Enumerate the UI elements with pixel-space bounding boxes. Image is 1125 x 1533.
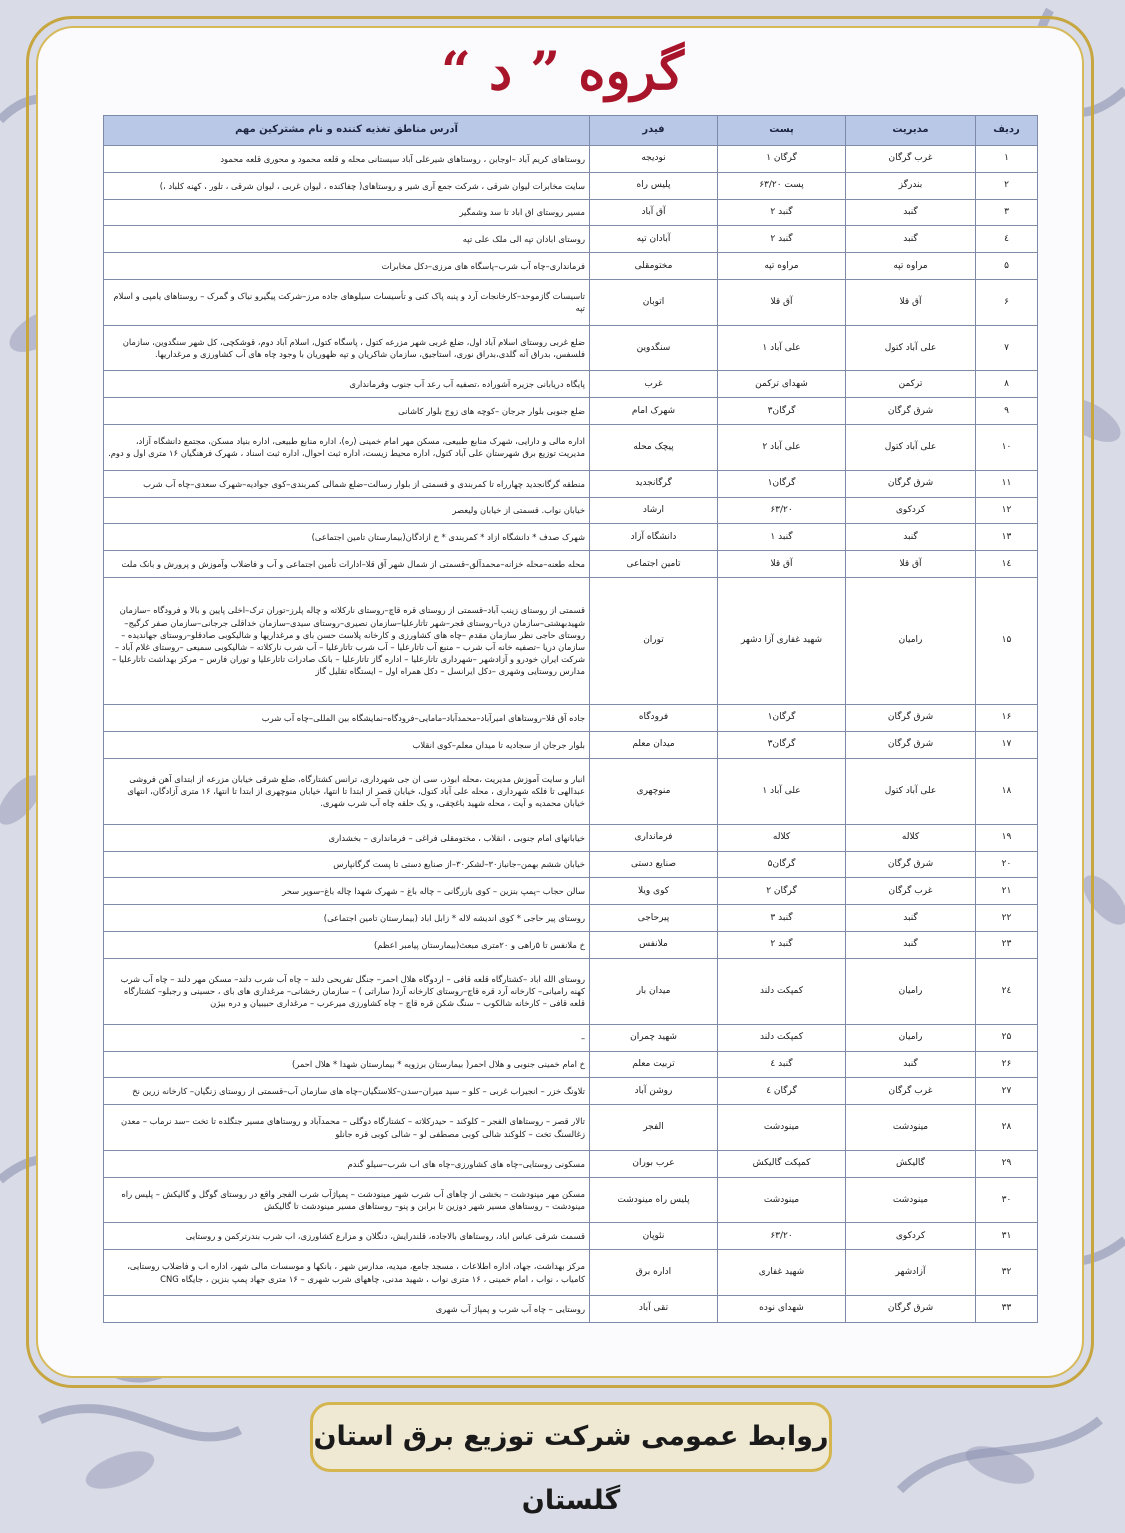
cell-management: مراوه تپه xyxy=(846,253,976,280)
cell-index: ۱۶ xyxy=(976,705,1038,732)
table-row xyxy=(104,705,1038,732)
table-row xyxy=(104,325,1038,371)
cell-index: ۱۰ xyxy=(976,425,1038,471)
cell-management: کلاله xyxy=(846,824,976,851)
cell-post: گنبد ۲ xyxy=(718,931,846,958)
cell-feeder: عرب بوران xyxy=(590,1150,718,1177)
cell-management: آق قلا xyxy=(846,279,976,325)
table-row xyxy=(104,199,1038,226)
cell-management: رامیان xyxy=(846,577,976,704)
table-row xyxy=(104,551,1038,578)
cell-address: خ ملانفس تا ۵راهی و ۲۰متری مبعث(بیمارستان پیامبر اعظم) xyxy=(104,931,590,958)
table-row xyxy=(104,371,1038,398)
cell-index: ۲۸ xyxy=(976,1105,1038,1151)
cell-feeder: میدان معلم xyxy=(590,731,718,758)
cell-feeder: آبادان تپه xyxy=(590,226,718,253)
header-address: آدرس مناطق تغذیه کننده و نام مشترکین مهم xyxy=(104,116,590,146)
cell-index: ۳۲ xyxy=(976,1250,1038,1296)
cell-feeder: تربیت معلم xyxy=(590,1051,718,1078)
table-row xyxy=(104,758,1038,824)
table-row xyxy=(104,731,1038,758)
cell-address: مسیر روستای اق اباد تا سد وشمگیر xyxy=(104,199,590,226)
cell-feeder: صنایع دستی xyxy=(590,851,718,878)
cell-address: تاسیسات گازموحد–کارخانجات آرد و پنبه پاک کنی و تأسیسات سیلوهای جاده مرز–شرکت پیگیرو نیاک و گمرک – روستاهای یامپی و اسلام تپه xyxy=(104,279,590,325)
cell-address: – xyxy=(104,1024,590,1051)
cell-management: رامیان xyxy=(846,958,976,1024)
header-post: پست xyxy=(718,116,846,146)
cell-address: خیابان نواب. قسمتی از خیابان ولیعصر xyxy=(104,497,590,524)
cell-management: گنبد xyxy=(846,1051,976,1078)
cell-index: ۲۶ xyxy=(976,1051,1038,1078)
page-title: گروه ” د “ xyxy=(440,41,685,102)
cell-management: شرق گرگان xyxy=(846,705,976,732)
cell-management: شرق گرگان xyxy=(846,851,976,878)
cell-management: کردکوی xyxy=(846,1223,976,1250)
cell-post: گنبد ۲ xyxy=(718,199,846,226)
cell-feeder: ملانفس xyxy=(590,931,718,958)
cell-post: شهید غفاری xyxy=(718,1250,846,1296)
cell-post: شهدای ترکمن xyxy=(718,371,846,398)
cell-feeder: گرگانجدید xyxy=(590,470,718,497)
cell-post: کمپکت دلند xyxy=(718,1024,846,1051)
cell-feeder: ارشاد xyxy=(590,497,718,524)
cell-feeder: اتوبان xyxy=(590,279,718,325)
table-row xyxy=(104,279,1038,325)
cell-address: خ امام خمینی جنوبی و هلال احمر( بیمارستان برزویه * بیمارستان شهدا * هلال احمر) xyxy=(104,1051,590,1078)
cell-address: انبار و سایت آموزش مدیریت ،محله ابوذر، سی ان جی شهرداری، ترانس کشتارگاه، ضلع شرقی خیابان مزرعه از ابتدای آهن فروشی عبدالهی تا فلکه شهرداری ، محله علی آباد کتول، خیابان قصر از ابتدا تا انتها، خیابان منوچهری از ابتدا تا انتها، ۱۶ متری آزادگان، انتهای خیابان محمدیه و آیت ، محله شهید باغچقی، و یک حلقه چاه آب شرب شهری. xyxy=(104,758,590,824)
cell-management: ترکمن xyxy=(846,371,976,398)
cell-address: جاده آق قلا–روستاهای امیرآباد–محمدآباد–مامایی–فرودگاه–نمایشگاه بین المللی–چاه آب شرب xyxy=(104,705,590,732)
cell-address: تالار قصر – روستاهای الفجر – کلوکند – حیدرکلاته – کشتارگاه دوگلی – محمدآباد و روستاهای مسیر جنگلده تا تخت –سد نرماب – معدن زغالسنگ تخت – کلوکند شالی کوبی مصطفی لو – شالی کوبی قره جانلو xyxy=(104,1105,590,1151)
table-row xyxy=(104,1150,1038,1177)
table-row xyxy=(104,146,1038,173)
cell-feeder: نئوپان xyxy=(590,1223,718,1250)
table-row xyxy=(104,1105,1038,1151)
cell-index: ۲۷ xyxy=(976,1078,1038,1105)
cell-management: مینودشت xyxy=(846,1105,976,1151)
cell-post: گرگان ۱ xyxy=(718,146,846,173)
cell-post: گرگان۳ xyxy=(718,398,846,425)
cell-management: گالیکش xyxy=(846,1150,976,1177)
cell-index: ۲۱ xyxy=(976,878,1038,905)
cell-post: گرگان۵ xyxy=(718,851,846,878)
cell-address: سایت مخابرات لیوان شرقی ، شرکت جمع آری شیر و روستاهای( چفاکنده ، لیوان غربی ، لیوان شرقی ، تلور ، کهنه کلباد ،) xyxy=(104,172,590,199)
cell-feeder: اداره برق xyxy=(590,1250,718,1296)
cell-post: کمپکت گالیکش xyxy=(718,1150,846,1177)
cell-address: ضلع غربی روستای اسلام آباد اول، ضلع غربی شهر مزرعه کتول ، پاسگاه کتول، اسلام آباد دوم، قوشکچی، کل شهر سنگدوین، سازمان فلسفس، بدراق آنه گلدی،بدراق نوری، استاجیق، سازمان شاکریان و تپه ظهوریان با وجود چاه های آب کشاورزی و مرغداریها. xyxy=(104,325,590,371)
table-row xyxy=(104,524,1038,551)
cell-feeder: پلیس راه مینودشت xyxy=(590,1177,718,1223)
cell-post: آق قلا xyxy=(718,279,846,325)
cell-feeder: شهرک امام xyxy=(590,398,718,425)
cell-address: روستای پیر حاجی * کوی اندیشه لاله * زابل اباد (بیمارستان تامین اجتماعی) xyxy=(104,905,590,932)
cell-management: کردکوی xyxy=(846,497,976,524)
cell-address: مسکن مهر مینودشت – بخشی از چاهای آب شرب شهر مینودشت – پمپاژآب شرب الفجر واقع در روستای گوگل و گالیکش – پلیس راه مینودشت – روستاهای مسیر شهر دوزین تا برابن و پنو– روستاهای مسیر مینودشت تا گالیکش xyxy=(104,1177,590,1223)
cell-management: گنبد xyxy=(846,199,976,226)
cell-index: ۱۵ xyxy=(976,577,1038,704)
table-row xyxy=(104,824,1038,851)
cell-address: مرکز بهداشت، جهاد، اداره اطلاعات ، مسجد جامع، میدیه، مدارس شهر ، بانکها و موسسات مالی شهر، اداره اب و فاضلاب روستایی، کامیاب ، نواب ، امام خمینی ، ۱۶ متری نواب ، شهید مدنی، چاههای شرب شهری – ۱۶ متری جهاد پمپ بنزین ، جایگاه CNG xyxy=(104,1250,590,1296)
cell-management: شرق گرگان xyxy=(846,398,976,425)
table-row xyxy=(104,425,1038,471)
cell-management: علی آباد کتول xyxy=(846,425,976,471)
cell-address: سالن حجاب –پمپ بنزین – کوی بازرگانی – چاله باغ – شهرک شهدا چاله باغ–سوپر سحر xyxy=(104,878,590,905)
table-row xyxy=(104,497,1038,524)
cell-index: ۱۱ xyxy=(976,470,1038,497)
cell-index: ١٤ xyxy=(976,551,1038,578)
cell-post: گنبد ۳ xyxy=(718,905,846,932)
header-feeder: فیدر xyxy=(590,116,718,146)
cell-post: گرگان۱ xyxy=(718,470,846,497)
table-row xyxy=(104,398,1038,425)
cell-post: گرگان ۲ xyxy=(718,878,846,905)
cell-post: پست ۶۳/۲۰ xyxy=(718,172,846,199)
table-row xyxy=(104,1024,1038,1051)
cell-address: اداره مالی و دارایی، شهرک منابع طبیعی، مسکن مهر امام خمینی (ره)، اداره منابع طبیعی، اداره بنیاد مسکن، مجتمع دانشگاه آزاد، مدیریت توزیع برق شهرستان علی آباد کتول، اداره محیط زیست، اداره ثبت احوال، اداره ثبت اسناد ، شهرک فرهنگیان ۱۶ متری اول و دوم. xyxy=(104,425,590,471)
cell-feeder: سنگدوین xyxy=(590,325,718,371)
cell-post: گنبد ٤ xyxy=(718,1051,846,1078)
cell-index: ۳۳ xyxy=(976,1295,1038,1322)
cell-management: آق قلا xyxy=(846,551,976,578)
cell-post: علی آباد ۲ xyxy=(718,425,846,471)
table-row xyxy=(104,905,1038,932)
cell-management: گنبد xyxy=(846,905,976,932)
cell-index: ۲۹ xyxy=(976,1150,1038,1177)
cell-index: ۱۳ xyxy=(976,524,1038,551)
cell-index: ۳ xyxy=(976,199,1038,226)
cell-address: منطقه گرگانجدید چهارراه تا کمربندی و قسمتی از بلوار رسالت–ضلع شمالی کمربندی–کوی جوادیه–شهرک سعدی–چاه آب شرب xyxy=(104,470,590,497)
cell-post: گرگان ٤ xyxy=(718,1078,846,1105)
table-row xyxy=(104,878,1038,905)
cell-address: قسمت شرقی عباس اباد، روستاهای بالاجاده، قلندرایش، دنگلان و مزارع کشاورزی، اب شرب بندرترکمن و روستایی xyxy=(104,1223,590,1250)
cell-feeder: شهید چمران xyxy=(590,1024,718,1051)
cell-address: روستای الله اباد –کشتارگاه قلعه قافی – اردوگاه هلال احمر– جنگل تفریحی دلند – چاه آب شرب دلند– مسکن مهر دلند – چاه آب شرب کهنه رامیانی– کارخانه آرد قره قاچ–روستای کارخانه آرد( ساراتی ) – سازمان رخشانی– مرغداری های بای ، حسینی و رجبلو– کشتارگاه قلعه قافی – کارخانه شالکوب – سنگ شکن قره قاچ – چاه کشاورزی میرعرب – مرغداری حبیبیان و دره بیژن xyxy=(104,958,590,1024)
cell-management: رامیان xyxy=(846,1024,976,1051)
cell-address: بلوار جرجان از سجادیه تا میدان معلم–کوی انقلاب xyxy=(104,731,590,758)
cell-post: مینودشت xyxy=(718,1105,846,1151)
cell-feeder: کوی ویلا xyxy=(590,878,718,905)
cell-feeder: پیرحاجی xyxy=(590,905,718,932)
table-row xyxy=(104,958,1038,1024)
cell-feeder: روشن آباد xyxy=(590,1078,718,1105)
cell-index: ۲۲ xyxy=(976,905,1038,932)
cell-post: مراوه تپه xyxy=(718,253,846,280)
cell-management: گنبد xyxy=(846,524,976,551)
cell-feeder: آق آباد xyxy=(590,199,718,226)
cell-feeder: دانشگاه آزاد xyxy=(590,524,718,551)
table-row xyxy=(104,470,1038,497)
cell-address: خیابانهای امام جنوبی ، انقلاب ، مختومقلی فراغی – فرمانداری – بخشداری xyxy=(104,824,590,851)
cell-management: آزادشهر xyxy=(846,1250,976,1296)
cell-index: ٤ xyxy=(976,226,1038,253)
table-row xyxy=(104,851,1038,878)
cell-management: غرب گرگان xyxy=(846,1078,976,1105)
cell-feeder: منوچهری xyxy=(590,758,718,824)
cell-management: علی آباد کتول xyxy=(846,758,976,824)
table-row xyxy=(104,1223,1038,1250)
cell-address: ضلع جنوبی بلوار جرجان –کوچه های زوج بلوار کاشانی xyxy=(104,398,590,425)
cell-index: ۱۷ xyxy=(976,731,1038,758)
cell-management: شرق گرگان xyxy=(846,1295,976,1322)
table-row xyxy=(104,172,1038,199)
cell-index: ٢٤ xyxy=(976,958,1038,1024)
cell-management: شرق گرگان xyxy=(846,470,976,497)
cell-post: ۶۳/۲۰ xyxy=(718,497,846,524)
cell-post: گرگان۳ xyxy=(718,731,846,758)
table-row xyxy=(104,577,1038,704)
cell-index: ۱۲ xyxy=(976,497,1038,524)
cell-index: ۱۹ xyxy=(976,824,1038,851)
cell-post: کمپکت دلند xyxy=(718,958,846,1024)
cell-feeder: توران xyxy=(590,577,718,704)
footer-banner: روابط عمومی شرکت توزیع برق استان گلستان xyxy=(310,1402,832,1472)
cell-post: مینودشت xyxy=(718,1177,846,1223)
cell-feeder: نودیجه xyxy=(590,146,718,173)
cell-feeder: پیچک محله xyxy=(590,425,718,471)
table-row xyxy=(104,1250,1038,1296)
cell-post: گنبد ۲ xyxy=(718,226,846,253)
table-row xyxy=(104,1295,1038,1322)
table-row xyxy=(104,1177,1038,1223)
feeder-table-container xyxy=(103,115,1037,1323)
cell-management: علی آباد کتول xyxy=(846,325,976,371)
cell-post: شهدای نوده xyxy=(718,1295,846,1322)
table-body xyxy=(104,146,1038,1323)
feeder-table xyxy=(103,115,1038,1323)
cell-management: گنبد xyxy=(846,931,976,958)
cell-index: ۲۳ xyxy=(976,931,1038,958)
cell-management: غرب گرگان xyxy=(846,146,976,173)
cell-feeder: غرب xyxy=(590,371,718,398)
cell-address: فرمانداری–چاه آب شرب–پاسگاه های مرزی–دکل مخابرات xyxy=(104,253,590,280)
cell-index: ۲۰ xyxy=(976,851,1038,878)
cell-post: شهید غفاری آزا دشهر xyxy=(718,577,846,704)
cell-index: ۷ xyxy=(976,325,1038,371)
cell-feeder: فرمانداری xyxy=(590,824,718,851)
header-management: مدیریت xyxy=(846,116,976,146)
cell-management: غرب گرگان xyxy=(846,878,976,905)
table-row xyxy=(104,1078,1038,1105)
table-header-row xyxy=(104,116,1038,146)
cell-post: گرگان۱ xyxy=(718,705,846,732)
cell-post: کلاله xyxy=(718,824,846,851)
header-index: ردیف xyxy=(976,116,1038,146)
table-row xyxy=(104,253,1038,280)
cell-index: ۱ xyxy=(976,146,1038,173)
cell-address: خیابان ششم بهمن–جانباز۳۰–لشکر۳۰–از صنایع دستی تا پست گرگانپارس xyxy=(104,851,590,878)
cell-index: ۶ xyxy=(976,279,1038,325)
cell-index: ۹ xyxy=(976,398,1038,425)
cell-address: پایگاه دریابانی جزیره آشوراده ،تصفیه آب رعد آب جنوب وفرمانداری xyxy=(104,371,590,398)
table-row xyxy=(104,931,1038,958)
cell-post: آق قلا xyxy=(718,551,846,578)
table-row xyxy=(104,226,1038,253)
cell-post: علی آباد ۱ xyxy=(718,758,846,824)
cell-feeder: تقی آباد xyxy=(590,1295,718,1322)
cell-post: ۶۳/۲۰ xyxy=(718,1223,846,1250)
cell-index: ۱۸ xyxy=(976,758,1038,824)
cell-management: بندرگز xyxy=(846,172,976,199)
cell-feeder: میدان بار xyxy=(590,958,718,1024)
cell-address: شهرک صدف * دانشگاه ازاد * کمربندی * خ ازادگان(بیمارستان تامین اجتماعی) xyxy=(104,524,590,551)
cell-feeder: تامین اجتماعی xyxy=(590,551,718,578)
cell-feeder: فرودگاه xyxy=(590,705,718,732)
cell-management: گنبد xyxy=(846,226,976,253)
cell-feeder: پلیس راه xyxy=(590,172,718,199)
cell-index: ۳۰ xyxy=(976,1177,1038,1223)
cell-address: روستاهای کریم آباد –اوجابن ، روستاهای شیرعلی آباد سیستانی محله و قلعه محمود و محوری قلعه محمود xyxy=(104,146,590,173)
cell-management: شرق گرگان xyxy=(846,731,976,758)
cell-index: ۸ xyxy=(976,371,1038,398)
cell-index: ۲۵ xyxy=(976,1024,1038,1051)
cell-address: محله طعنه–محله خزانه–محمدآلق–قسمتی از شمال شهر آق قلا–ادارات تأمین اجتماعی و آب و فاضلاب وآموزش و پرورش و بانک ملت xyxy=(104,551,590,578)
cell-feeder: الفجر xyxy=(590,1105,718,1151)
cell-address: مسکونی روستایی–چاه های کشاورزی–چاه های اب شرب–سیلو گندم xyxy=(104,1150,590,1177)
cell-post: علی آباد ۱ xyxy=(718,325,846,371)
cell-index: ۳۱ xyxy=(976,1223,1038,1250)
table-row xyxy=(104,1051,1038,1078)
cell-address: روستای ابادان تپه الی ملک علی تپه xyxy=(104,226,590,253)
cell-index: ۲ xyxy=(976,172,1038,199)
cell-address: قسمتی از روستای زینب آباد–قسمتی از روستای قره قاچ–روستای نارکلاته و چاله پلرز–توران ترک–اخلی پایین و بالا و فرودگاه –سازمان شهیدبهشتی–سازمان دریا–روستای قجر–شهر تاتارعلیا–سازمان نصیری–روستای سیدی–سازمان خداقلی جرجانی–سازمان صفر کرگیج–روستای حاجی نظر سازمان مقدم –چاه های کشاورزی و کارخانه پلاست حسن بای و مرغداریها و شالیکوبی صادقلو–روستای جهاندیده – سازمان دریا –تصفیه خانه آب شرب – منبع آب تاتارعلیا – آب شرب تاتارعلیا – آب شرب نارکلاته – شالیکوبی سمیعی –روستای غلام آباد – شرکت ایران خودرو و آزادشهر –شهرداری تاتارعلیا – اداره گاز تاتارعلیا – بانک صادرات تاتارعلیا و توران فارس – مرکز بهداشت تاتارعلیا –مدارس روستایی وشهری –دکل ایرانسل – دکل همراه اول – ایستگاه تقلیل گاز xyxy=(104,577,590,704)
cell-management: مینودشت xyxy=(846,1177,976,1223)
cell-post: گنبد ۱ xyxy=(718,524,846,551)
cell-index: ۵ xyxy=(976,253,1038,280)
cell-address: روستایی – چاه آب شرب و پمپاژ آب شهری xyxy=(104,1295,590,1322)
cell-address: تلاونگ خزر – انجیراب غربی – کلو – سید میران–سدن–کلاستگیان–چاه های سازمان آب–قسمتی از روستای زنگیان– کارخانه زرین نخ xyxy=(104,1078,590,1105)
cell-feeder: مختومقلی xyxy=(590,253,718,280)
